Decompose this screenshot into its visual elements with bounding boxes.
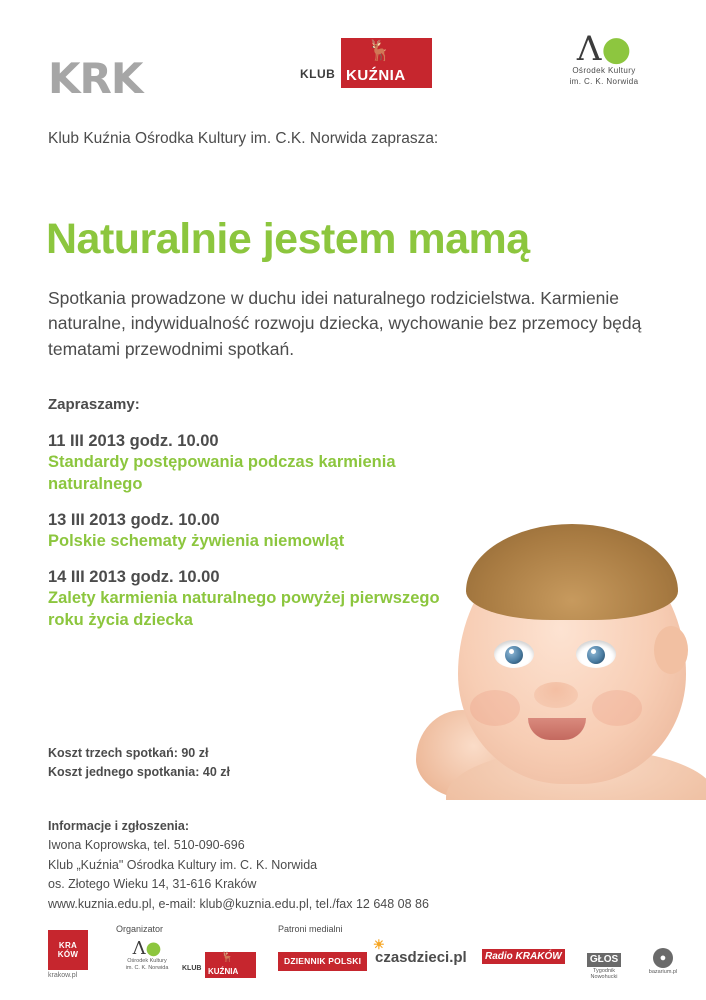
price-line-1: Koszt trzech spotkań: 90 zł <box>48 746 209 760</box>
norwid-logo-small <box>116 940 178 972</box>
norwid-mark-icon-small: Λ● <box>132 938 162 959</box>
event-date: 11 III 2013 godz. 10.00 <box>48 432 219 450</box>
event-list <box>48 430 468 645</box>
contact-line-4: www.kuznia.edu.pl, e-mail: klub@kuznia.edu.pl, tel./fax 12 648 08 86 <box>48 896 429 911</box>
baby-eye-right <box>576 640 616 668</box>
list-item <box>48 566 468 632</box>
sponsor-glos-label: GŁOS <box>587 953 621 967</box>
invitation-text: Klub Kuźnia Ośrodka Kultury im. C.K. Norwida zaprasza: <box>48 130 439 147</box>
klub-kuznia-logo-name: KUŹNIA <box>346 67 406 84</box>
sponsor-czasdzieci-label: czasdzieci.pl <box>375 949 467 966</box>
organizer-label: Organizator <box>116 924 164 934</box>
baby-photo <box>416 500 706 800</box>
sponsor-czasdzieci <box>373 937 467 966</box>
baby-nose <box>534 682 578 708</box>
baby-ear <box>654 626 688 674</box>
klub-kuznia-logo-klub: KLUB <box>300 67 336 81</box>
norwid-mark-icon: Λ● <box>576 29 632 69</box>
price-info <box>48 744 230 782</box>
patron-label: Patroni medialni <box>278 924 343 934</box>
krakow-logo-sub: krakow.pl <box>48 972 78 979</box>
contact-heading: Informacje i zgłoszenia: <box>48 819 190 833</box>
event-title: Zalety karmienia naturalnego powyżej pierwszego roku życia dziecka <box>48 589 440 629</box>
page-title: Naturalnie jestem mamą <box>46 214 530 263</box>
norwid-logo <box>544 29 664 88</box>
sponsor-bazarium <box>646 948 680 976</box>
contact-line-1: Iwona Koprowska, tel. 510-090-696 <box>48 838 245 853</box>
sponsor-dziennik-polski: DZIENNIK POLSKI <box>278 952 367 971</box>
lead-paragraph: Spotkania prowadzone w duchu idei naturalnego rodzicielstwa. Karmienie naturalne, indywidualność rozwoju dziecka, wychowanie bez przemocy będą tematami przewodnimi spotkań. <box>48 287 642 359</box>
deer-icon: 🦌 <box>367 40 392 62</box>
deer-icon-small: 🦌 <box>221 952 234 963</box>
sponsor-radio-krakow <box>482 952 565 962</box>
contact-info <box>48 817 429 914</box>
baby-hair <box>466 524 678 620</box>
event-title: Standardy postępowania podczas karmienia naturalnego <box>48 453 396 494</box>
sponsor-bar <box>0 916 706 988</box>
kuznia-small-klub: KLUB <box>182 965 202 972</box>
event-title: Polskie schematy żywienia niemowląt <box>48 532 345 551</box>
krk-logo: KRK <box>48 54 143 103</box>
zapraszamy-label: Zapraszamy: <box>48 396 140 413</box>
norwid-logo-line1: Ośrodek Kultury <box>572 66 636 75</box>
bazarium-icon: ● <box>653 948 673 968</box>
norwid-small-line2: im. C. K. Norwida <box>125 965 169 972</box>
contact-line-3: os. Złotego Wieku 14, 31-616 Kraków <box>48 877 257 892</box>
baby-cheek-right <box>592 690 642 726</box>
contact-line-2: Klub „Kuźnia" Ośrodka Kultury im. C. K. Norwida <box>48 857 318 872</box>
baby-iris-right <box>587 646 605 664</box>
krakow-logo: KRA KÓW <box>48 930 88 970</box>
sponsor-radio-krakow-label: Radio KRAKÓW <box>482 949 565 964</box>
sun-icon: ☀ <box>373 937 385 952</box>
event-date: 13 III 2013 godz. 10.00 <box>48 510 220 529</box>
norwid-logo-line2: im. C. K. Norwida <box>569 76 639 86</box>
norwid-small-line1: Ośrodek Kultury <box>127 958 167 964</box>
price-line-2: Koszt jednego spotkania: 40 zł <box>48 764 230 779</box>
baby-iris-left <box>505 646 523 664</box>
sponsor-glos-sub: Tygodnik Nowohucki <box>590 968 618 980</box>
sponsor-glos <box>586 950 622 980</box>
sponsor-bazarium-label: bazarium.pl <box>648 969 678 975</box>
klub-kuznia-logo <box>300 38 432 93</box>
baby-cheek-left <box>470 690 520 726</box>
baby-eye-left <box>494 640 534 668</box>
list-item <box>48 430 468 496</box>
kuznia-small-box <box>205 952 256 978</box>
list-item <box>48 509 468 553</box>
klub-kuznia-logo-small <box>182 952 256 978</box>
klub-kuznia-logo-box <box>341 38 432 88</box>
logo-bar <box>0 28 706 106</box>
kuznia-small-name: KUŹNIA <box>208 967 239 976</box>
event-date: 14 III 2013 godz. 10.00 <box>48 567 220 586</box>
